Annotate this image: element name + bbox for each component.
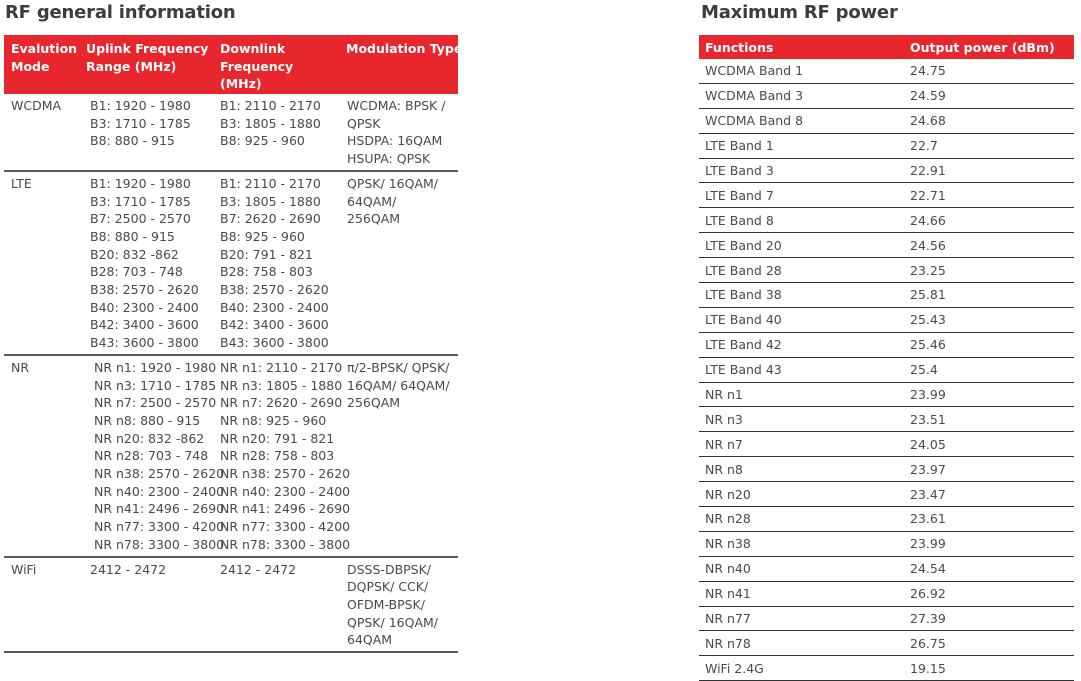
output-power-cell: 26.75 <box>910 635 946 651</box>
output-power-cell: 23.25 <box>910 262 946 278</box>
function-cell: LTE Band 43 <box>705 362 782 378</box>
table-row <box>699 383 1074 408</box>
modulation-cell-line: 16QAM/ 64QAM/ <box>347 377 450 393</box>
uplink-cell-line: B8: 880 - 915 <box>90 228 175 244</box>
downlink-cell-line: B42: 3400 - 3600 <box>220 317 329 333</box>
header-downlink-frequency <box>220 40 346 94</box>
output-power-cell: 25.46 <box>910 337 946 353</box>
header-uplink-frequency <box>86 40 220 94</box>
uplink-cell-line: B1: 1920 - 1980 <box>90 175 191 191</box>
modulation-cell-line: 64QAM <box>347 632 393 648</box>
function-cell: NR n40 <box>705 561 751 577</box>
function-cell: NR n41 <box>705 586 751 602</box>
uplink-cell-line: NR n20: 832 -862 <box>94 430 205 446</box>
table-row <box>699 308 1074 333</box>
output-power-cell: 23.97 <box>910 461 946 477</box>
modulation-cell-line: 256QAM <box>347 395 401 411</box>
rf-general-title: RF general information <box>5 2 236 23</box>
uplink-cell-line: B38: 2570 - 2620 <box>90 282 199 298</box>
output-power-cell: 24.56 <box>910 237 946 253</box>
function-cell: LTE Band 8 <box>705 212 774 228</box>
output-power-cell: 25.43 <box>910 312 946 328</box>
rf-general-header-row <box>4 35 463 94</box>
uplink-cell-line: B40: 2300 - 2400 <box>90 299 199 315</box>
uplink-cell-line: NR n38: 2570 - 2620 <box>94 466 225 482</box>
modulation-cell-line: QPSK/ 16QAM/ <box>347 614 438 630</box>
rf-general-table <box>4 35 463 653</box>
downlink-cell-line: B40: 2300 - 2400 <box>220 299 329 315</box>
downlink-cell-line: B1: 2110 - 2170 <box>220 98 321 113</box>
downlink-cell-line: B7: 2620 - 2690 <box>220 211 321 227</box>
mode-cell: NR <box>11 359 30 375</box>
function-cell: NR n3 <box>705 411 743 427</box>
downlink-cell-line: NR n78: 3300 - 3800 <box>220 536 351 552</box>
max-rf-power-header-row <box>699 35 1074 59</box>
output-power-cell: 27.39 <box>910 611 946 627</box>
downlink-cell-line: NR n3: 1805 - 1880 <box>220 377 343 393</box>
modulation-cell-line: DQPSK/ CCK/ <box>347 579 429 595</box>
downlink-cell-line: NR n7: 2620 - 2690 <box>220 395 343 411</box>
modulation-cell-line: HSDPA: 16QAM <box>347 133 443 149</box>
modulation-cell-line: 256QAM <box>347 211 401 227</box>
header-line: Range (MHz) <box>86 58 177 74</box>
modulation-cell <box>346 558 458 652</box>
table-row <box>699 283 1074 308</box>
uplink-cell-line: 2412 - 2472 <box>90 561 167 577</box>
function-cell: WCDMA Band 3 <box>705 88 804 104</box>
modulation-cell-line: 64QAM/ <box>347 193 397 209</box>
table-row <box>699 159 1074 184</box>
header-line: Uplink Frequency <box>86 41 209 56</box>
downlink-cell-line: B20: 791 - 821 <box>220 246 313 262</box>
table-row <box>699 432 1074 457</box>
modulation-cell-line: QPSK/ 16QAM/ <box>347 175 438 191</box>
table-row <box>699 109 1074 134</box>
uplink-cell-line: B42: 3400 - 3600 <box>90 317 199 333</box>
output-power-cell: 25.4 <box>910 362 938 378</box>
output-power-cell: 23.47 <box>910 486 946 502</box>
table-row <box>699 631 1074 656</box>
mode-cell: LTE <box>11 175 32 191</box>
output-power-cell: 24.66 <box>910 212 946 228</box>
output-power-cell: 24.59 <box>910 88 946 104</box>
downlink-cell-line: NR n20: 791 - 821 <box>220 430 335 446</box>
uplink-cell-line: B3: 1710 - 1785 <box>90 193 191 209</box>
rf-general-body <box>4 94 458 653</box>
uplink-cell-line: B7: 2500 - 2570 <box>90 211 191 227</box>
uplink-cell <box>86 94 220 170</box>
header-line: (MHz) <box>220 76 262 91</box>
header-output-power: Output power (dBm) <box>910 39 1055 55</box>
downlink-cell-line: B43: 3600 - 3800 <box>220 335 329 351</box>
output-power-cell: 22.71 <box>910 187 946 203</box>
output-power-cell: 19.15 <box>910 660 946 676</box>
max-rf-power-title: Maximum RF power <box>701 2 898 23</box>
table-row <box>699 358 1074 383</box>
function-cell: LTE Band 1 <box>705 138 774 154</box>
downlink-cell <box>220 94 346 170</box>
header-line: Evalution <box>11 41 78 56</box>
table-row <box>4 94 458 172</box>
downlink-cell <box>220 172 346 354</box>
modulation-cell-line: π/2-BPSK/ QPSK/ <box>347 359 450 375</box>
function-cell: NR n20 <box>705 486 751 502</box>
header-modulation-type <box>346 40 463 94</box>
max-rf-power-table <box>699 35 1074 681</box>
downlink-cell <box>220 356 351 556</box>
uplink-cell <box>86 558 220 652</box>
table-row <box>699 183 1074 208</box>
table-row <box>699 457 1074 482</box>
modulation-cell-line: QPSK <box>347 115 381 131</box>
uplink-cell-line: B28: 703 - 748 <box>90 264 183 280</box>
function-cell: NR n7 <box>705 436 743 452</box>
downlink-cell-line: B8: 925 - 960 <box>220 228 305 244</box>
table-row <box>4 172 458 356</box>
downlink-cell-line: B8: 925 - 960 <box>220 133 305 149</box>
downlink-cell-line: B3: 1805 - 1880 <box>220 193 321 209</box>
output-power-cell: 24.68 <box>910 113 946 129</box>
function-cell: WCDMA Band 1 <box>705 63 804 79</box>
downlink-cell-line: NR n77: 3300 - 4200 <box>220 519 351 535</box>
header-line: Modulation Type <box>346 41 463 56</box>
modulation-cell <box>346 172 458 354</box>
uplink-cell-line: B20: 832 -862 <box>90 246 179 262</box>
table-row <box>699 607 1074 632</box>
mode-cell: WCDMA <box>11 98 62 113</box>
table-row <box>699 84 1074 109</box>
output-power-cell: 22.91 <box>910 163 946 178</box>
uplink-cell-line: NR n1: 1920 - 1980 <box>94 359 217 375</box>
downlink-cell <box>220 558 346 652</box>
function-cell: WiFi 2.4G <box>705 660 764 676</box>
downlink-cell-line: NR n38: 2570 - 2620 <box>220 466 351 482</box>
mode-cell: WiFi <box>11 561 37 577</box>
function-cell: WCDMA Band 8 <box>705 113 804 129</box>
uplink-cell <box>86 172 220 354</box>
table-row <box>699 482 1074 507</box>
function-cell: NR n78 <box>705 635 751 651</box>
uplink-cell-line: NR n8: 880 - 915 <box>94 412 201 428</box>
table-row <box>699 656 1074 681</box>
downlink-cell-line: B28: 758 - 803 <box>220 264 313 280</box>
table-row <box>699 582 1074 607</box>
uplink-cell-line: B1: 1920 - 1980 <box>90 98 191 113</box>
uplink-cell-line: B8: 880 - 915 <box>90 133 175 149</box>
downlink-cell-line: NR n8: 925 - 960 <box>220 412 327 428</box>
max-rf-power-body <box>699 59 1074 681</box>
downlink-cell-line: 2412 - 2472 <box>220 561 297 577</box>
table-row <box>699 233 1074 258</box>
function-cell: LTE Band 7 <box>705 187 774 203</box>
output-power-cell: 23.99 <box>910 536 946 552</box>
downlink-cell-line: NR n41: 2496 - 2690 <box>220 501 351 517</box>
function-cell: NR n77 <box>705 611 751 627</box>
output-power-cell: 24.75 <box>910 63 946 79</box>
header-line: Downlink <box>220 41 286 56</box>
modulation-cell <box>346 94 458 170</box>
table-row <box>699 507 1074 532</box>
function-cell: NR n8 <box>705 461 743 477</box>
output-power-cell: 22.7 <box>910 138 938 154</box>
modulation-cell-line: WCDMA: BPSK / <box>347 98 446 113</box>
downlink-cell-line: NR n28: 758 - 803 <box>220 448 335 464</box>
uplink-cell-line: NR n7: 2500 - 2570 <box>94 395 217 411</box>
function-cell: LTE Band 28 <box>705 262 782 278</box>
output-power-cell: 26.92 <box>910 586 946 602</box>
downlink-cell-line: B1: 2110 - 2170 <box>220 175 321 191</box>
function-cell: LTE Band 3 <box>705 163 774 178</box>
uplink-cell <box>86 356 225 556</box>
output-power-cell: 23.99 <box>910 387 946 403</box>
modulation-cell-line: OFDM-BPSK/ <box>347 596 425 612</box>
header-evaluation-mode <box>4 40 86 94</box>
table-row <box>699 59 1074 84</box>
table-row <box>4 356 458 558</box>
downlink-cell-line: B38: 2570 - 2620 <box>220 282 329 298</box>
uplink-cell-line: NR n77: 3300 - 4200 <box>94 519 225 535</box>
table-row <box>699 532 1074 557</box>
output-power-cell: 23.61 <box>910 511 946 527</box>
table-row <box>699 333 1074 358</box>
uplink-cell-line: NR n41: 2496 - 2690 <box>94 501 225 517</box>
uplink-cell-line: NR n40: 2300 - 2400 <box>94 483 225 499</box>
modulation-cell-line: HSUPA: QPSK <box>347 151 431 167</box>
downlink-cell-line: B3: 1805 - 1880 <box>220 115 321 131</box>
function-cell: LTE Band 40 <box>705 312 782 328</box>
table-row <box>699 557 1074 582</box>
header-functions: Functions <box>705 39 774 55</box>
output-power-cell: 24.54 <box>910 561 946 577</box>
downlink-cell-line: NR n1: 2110 - 2170 <box>220 359 343 375</box>
function-cell: NR n38 <box>705 536 751 552</box>
header-line: Mode <box>11 58 50 74</box>
uplink-cell-line: B3: 1710 - 1785 <box>90 115 191 131</box>
function-cell: LTE Band 42 <box>705 337 782 353</box>
modulation-cell <box>346 356 458 556</box>
downlink-cell-line: NR n40: 2300 - 2400 <box>220 483 351 499</box>
modulation-cell-line: DSSS-DBPSK/ <box>347 561 432 577</box>
function-cell: LTE Band 20 <box>705 237 782 253</box>
table-row <box>4 558 458 654</box>
uplink-cell-line: NR n3: 1710 - 1785 <box>94 377 217 393</box>
function-cell: NR n1 <box>705 387 743 403</box>
output-power-cell: 23.51 <box>910 411 946 427</box>
output-power-cell: 24.05 <box>910 436 946 452</box>
uplink-cell-line: NR n28: 703 - 748 <box>94 448 209 464</box>
table-row <box>699 407 1074 432</box>
header-line: Frequency <box>220 58 294 74</box>
table-row <box>699 134 1074 159</box>
function-cell: NR n28 <box>705 511 751 527</box>
uplink-cell-line: NR n78: 3300 - 3800 <box>94 536 225 552</box>
output-power-cell: 25.81 <box>910 287 946 303</box>
table-row <box>699 258 1074 283</box>
uplink-cell-line: B43: 3600 - 3800 <box>90 335 199 351</box>
table-row <box>699 208 1074 233</box>
function-cell: LTE Band 38 <box>705 287 782 303</box>
